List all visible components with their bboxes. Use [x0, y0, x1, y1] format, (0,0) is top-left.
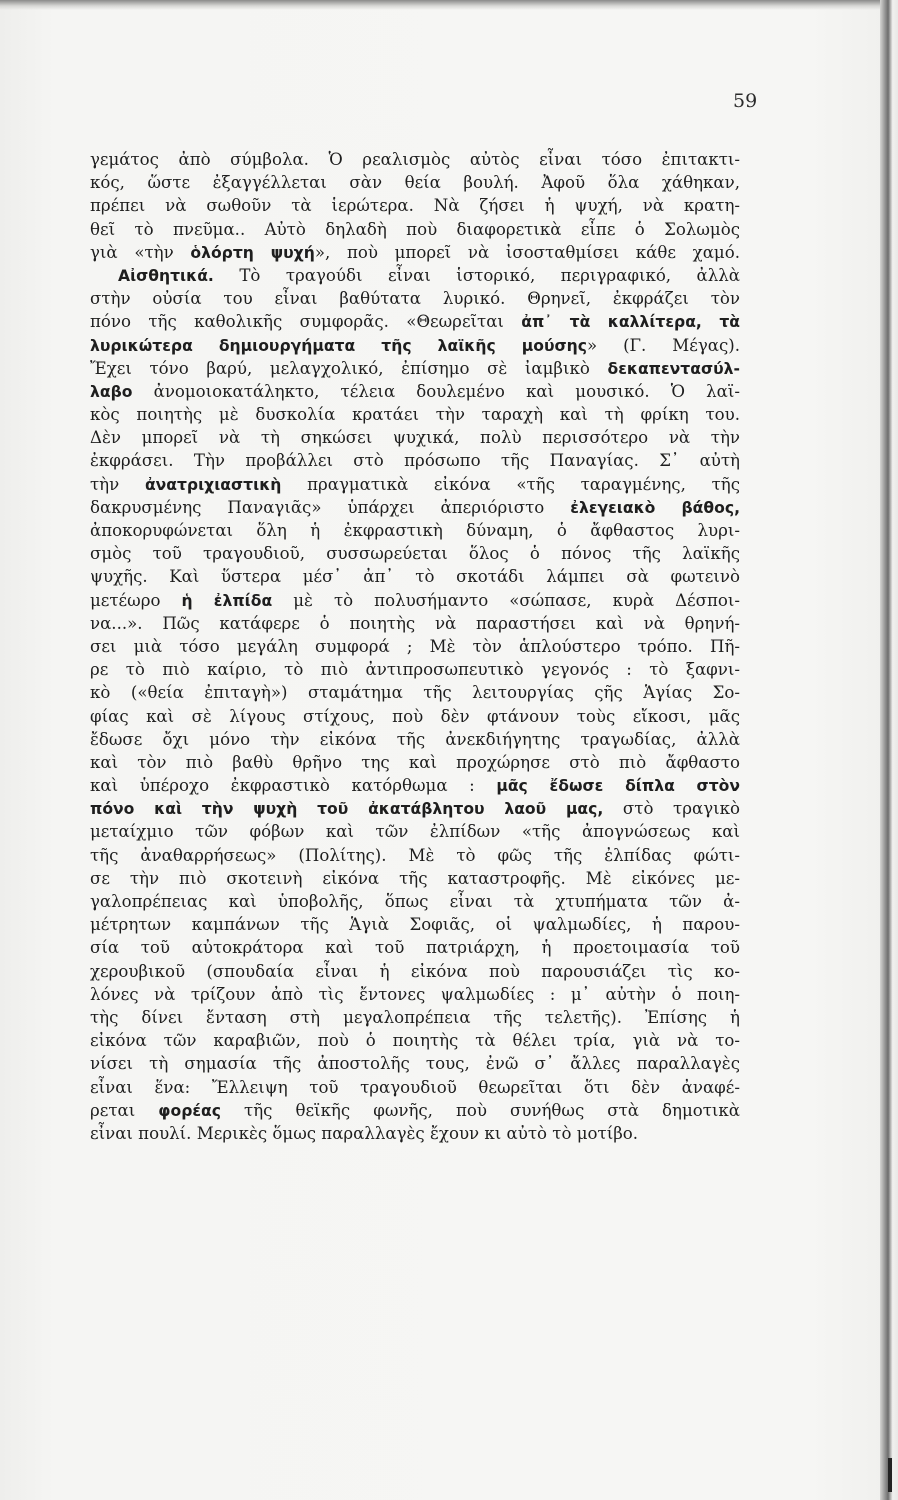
bold-text: πόνο καὶ τὴν ψυχὴ τοῦ ἀκατάβλητου λαοῦ μας, [90, 800, 604, 819]
text-run: καὶ ὑπέροχο ἐκφραστικὸ κατόρθωμα : [90, 776, 497, 796]
bold-text: Αἰσθητικά. [118, 266, 214, 285]
book-spine-edge [880, 0, 898, 1500]
text-run: », ποὺ μπορεῖ νὰ ἰσοσταθμίσει κάθε χαμό. [314, 242, 740, 262]
text-line [90, 426, 740, 449]
bold-text: μᾶς ἔδωσε δίπλα στὸν [496, 777, 740, 796]
page-number: 59 [733, 90, 758, 112]
bold-text: λυρικώτερα δημιουργήματα τῆς λαϊκῆς μούσης [90, 336, 587, 355]
text-run: στὴν οὐσία του εἶναι βαθύτατα λυρικό. Θρηνεῖ, ἐκφράζει τὸν [90, 289, 740, 309]
text-line [90, 635, 740, 658]
text-line [90, 565, 740, 588]
text-line [90, 728, 740, 751]
text-run: χερουβικοῦ (σπουδαία εἶναι ἡ εἰκόνα ποὺ παρουσιάζει τὶς κο- [90, 961, 740, 981]
text-run: ἔδωσε ὄχι μόνο τὴν εἰκόνα τῆς ἀνεκδιήγητης τραγωδίας, ἀλλὰ [90, 729, 740, 749]
text-run: Τὸ τραγούδι εἶναι ἱστορικό, περιγραφικό, ἀλλὰ [213, 265, 740, 285]
text-line [90, 589, 740, 612]
text-line [90, 867, 740, 890]
text-line [90, 542, 740, 565]
text-line [90, 380, 740, 403]
text-line [90, 774, 740, 797]
text-run: ρε τὸ πιὸ καίριο, τὸ πιὸ ἀντιπροσωπευτικὸ γεγονός : τὸ ξαφνι- [90, 660, 740, 680]
text-run: Ἔχει τόνο βαρύ, μελαγχολικό, ἐπίσημο σὲ ἰαμβικὸ [90, 358, 608, 378]
text-run: τῆς θεϊκῆς φωνῆς, ποὺ συνήθως στὰ δημοτικὰ [221, 1100, 740, 1120]
text-line [90, 241, 740, 264]
text-line [90, 403, 740, 426]
text-line [90, 148, 740, 171]
text-line [90, 287, 740, 310]
text-line [90, 797, 740, 820]
text-line [90, 751, 740, 774]
text-line [90, 1076, 740, 1099]
text-run: φίας καὶ σὲ λίγους στίχους, ποὺ δὲν φτάνουν τοὺς εἴκοσι, μᾶς [90, 706, 740, 726]
text-run: να...». Πῶς κατάφερε ὁ ποιητὴς νὰ παραστήσει καὶ νὰ θρηνή- [90, 613, 740, 633]
text-run: ρεται [90, 1100, 159, 1120]
text-line [90, 681, 740, 704]
text-run: Δὲν μπορεῖ νὰ τὴ σηκώσει ψυχικά, πολὺ περισσότερο νὰ τὴν [90, 428, 740, 448]
text-line [90, 496, 740, 519]
text-line [90, 936, 740, 959]
text-run: καὶ τὸν πιὸ βαθὺ θρῆνο της καὶ προχώρησε στὸ πιὸ ἄφθαστο [90, 752, 740, 772]
text-run: σε τὴν πιὸ σκοτεινὴ εἰκόνα τῆς καταστροφῆς. Μὲ εἰκόνες με- [90, 868, 740, 888]
text-run: κὸς ποιητὴς μὲ δυσκολία κρατάει τὴν ταραχὴ καὶ τὴ φρίκη του. [90, 405, 740, 425]
text-line [90, 890, 740, 913]
text-line [90, 658, 740, 681]
text-line [90, 1099, 740, 1122]
text-run: » (Γ. Μέγας). [587, 335, 740, 355]
text-line [90, 1006, 740, 1029]
text-line [90, 612, 740, 635]
text-run: κός, ὥστε ἐξαγγέλλεται σὰν θεία βουλή. Ἀφοῦ ὅλα χάθηκαν, [90, 173, 740, 193]
text-line [90, 1052, 740, 1075]
bold-text: ἡ ἐλπίδα [181, 591, 273, 610]
text-run: πόνο τῆς καθολικῆς συμφορᾶς. «Θεωρεῖται [90, 312, 522, 332]
body-text [90, 148, 740, 1145]
text-line [90, 357, 740, 380]
text-run: πρέπει νὰ σωθοῦν τὰ ἱερώτερα. Νὰ ζήσει ἡ ψυχή, νὰ κρατη- [90, 196, 740, 216]
text-line [90, 1122, 740, 1145]
scan-top-edge [0, 0, 898, 10]
text-run: πραγματικὰ εἰκόνα «τῆς ταραγμένης, τῆς [281, 474, 740, 494]
text-run: τὴν [90, 474, 145, 494]
text-run: ἀποκορυφώνεται ὅλη ἡ ἐκφραστικὴ δύναμη, ὁ ἄφθαστος λυρι- [90, 521, 740, 540]
text-line [90, 218, 740, 241]
text-run: εἶναι πουλί. Μερικὲς ὅμως παραλλαγὲς ἔχουν κι αὐτὸ τὸ μοτίβο. [90, 1123, 639, 1143]
text-run: θεῖ τὸ πνεῦμα.. Αὐτὸ δηλαδὴ ποὺ διαφορετικὰ εἶπε ὁ Σολωμὸς [90, 219, 740, 239]
text-run: γιὰ «τὴν [90, 242, 191, 262]
text-run: γαλοπρέπειας καὶ ὑποβολῆς, ὅπως εἶναι τὰ χτυπήματα τῶν ἀ- [90, 892, 740, 911]
text-line [90, 473, 740, 496]
text-line [90, 1029, 740, 1052]
bold-text: ἀπ᾽ τὰ καλλίτερα, τὰ [521, 313, 741, 332]
text-line [90, 519, 740, 542]
text-line [90, 844, 740, 867]
text-line [90, 913, 740, 936]
text-run: τῆς ἀναθαρρήσεως» (Πολίτης). Μὲ τὸ φῶς τῆς ἐλπίδας φώτι- [90, 845, 740, 865]
bold-text: φορέας [158, 1101, 221, 1120]
text-run: λόνες νὰ τρίζουν ἀπὸ τὶς ἔντονες ψαλμωδίες : μ᾽ αὐτὴν ὁ ποιη- [90, 984, 740, 1004]
text-run: μεταίχμιο τῶν φόβων καὶ τῶν ἐλπίδων «τῆς ἀπογνώσεως καὶ [90, 822, 740, 842]
text-line [90, 960, 740, 983]
text-line [90, 820, 740, 843]
text-run: εἶναι ἕνα: Ἔλλειψη τοῦ τραγουδιοῦ θεωρεῖται ὅτι δὲν ἀναφέ- [90, 1077, 740, 1097]
text-line [90, 171, 740, 194]
scan-corner-mark [888, 1458, 892, 1492]
text-run: ἐκφράσει. Τὴν προβάλλει στὸ πρόσωπο τῆς Παναγίας. Σ᾽ αὐτὴ [90, 451, 740, 471]
text-run: γεμάτος ἀπὸ σύμβολα. Ὁ ρεαλισμὸς αὐτὸς εἶναι τόσο ἐπιτακτι- [90, 150, 740, 169]
text-line [90, 983, 740, 1006]
text-line [90, 194, 740, 217]
bold-text: δεκαπεντασύλ- [607, 359, 740, 378]
text-run: δακρυσμένης Παναγιᾶς» ὑπάρχει ἀπεριόριστο [90, 497, 571, 517]
text-line [90, 264, 740, 287]
text-run: σία τοῦ αὐτοκράτορα καὶ τοῦ πατριάρχη, ἡ προετοιμασία τοῦ [90, 938, 740, 958]
bold-text: ὁλόρτη ψυχή [190, 243, 315, 262]
text-line [90, 705, 740, 728]
text-run: εἰκόνα τῶν καραβιῶν, ποὺ ὁ ποιητὴς τὰ θέλει τρία, γιὰ νὰ το- [90, 1031, 740, 1051]
text-run: μὲ τὸ πολυσήμαντο «σώπασε, κυρὰ Δέσποι- [272, 590, 740, 610]
text-line [90, 334, 740, 357]
bold-text: ἐλεγειακὸ βάθος, [570, 498, 740, 517]
text-run: σμὸς τοῦ τραγουδιοῦ, συσσωρεύεται ὅλος ὁ πόνος τῆς λαϊκῆς [90, 544, 740, 564]
text-run: μέτρητων καμπάνων τῆς Ἁγιὰ Σοφιᾶς, οἱ ψαλμωδίες, ἡ παρου- [90, 915, 740, 935]
text-run: κὸ («θεία ἐπιταγὴ») σταμάτημα τῆς λειτουργίας ςῆς Ἁγίας Σο- [90, 683, 740, 703]
text-run: νίσει τὴ σημασία τῆς ἀποστολῆς τους, ἐνῶ σ᾽ ἄλλες παραλλαγὲς [90, 1054, 740, 1074]
bold-text: λαβο [90, 382, 133, 401]
bold-text: ἀνατριχιαστικὴ [144, 475, 282, 494]
text-run: ψυχῆς. Καὶ ὕστερα μέσ᾽ ἀπ᾽ τὸ σκοτάδι λάμπει σὰ φωτεινὸ [90, 567, 740, 587]
text-run: τὴς δίνει ἔνταση στὴ μεγαλοπρέπεια τῆς τελετῆς). Ἐπίσης ἡ [90, 1007, 740, 1027]
text-line [90, 449, 740, 472]
text-run: σει μιὰ τόσο μεγάλη συμφορά ; Μὲ τὸν ἁπλούστερο τρόπο. Πῆ- [90, 636, 740, 656]
text-run: στὸ τραγικὸ [603, 799, 740, 819]
text-run: ἀνομοιοκατάληκτο, τέλεια δουλεμένο καὶ μουσικό. Ὁ λαϊ- [132, 381, 740, 401]
text-run: μετέωρο [90, 590, 182, 610]
text-line [90, 310, 740, 333]
